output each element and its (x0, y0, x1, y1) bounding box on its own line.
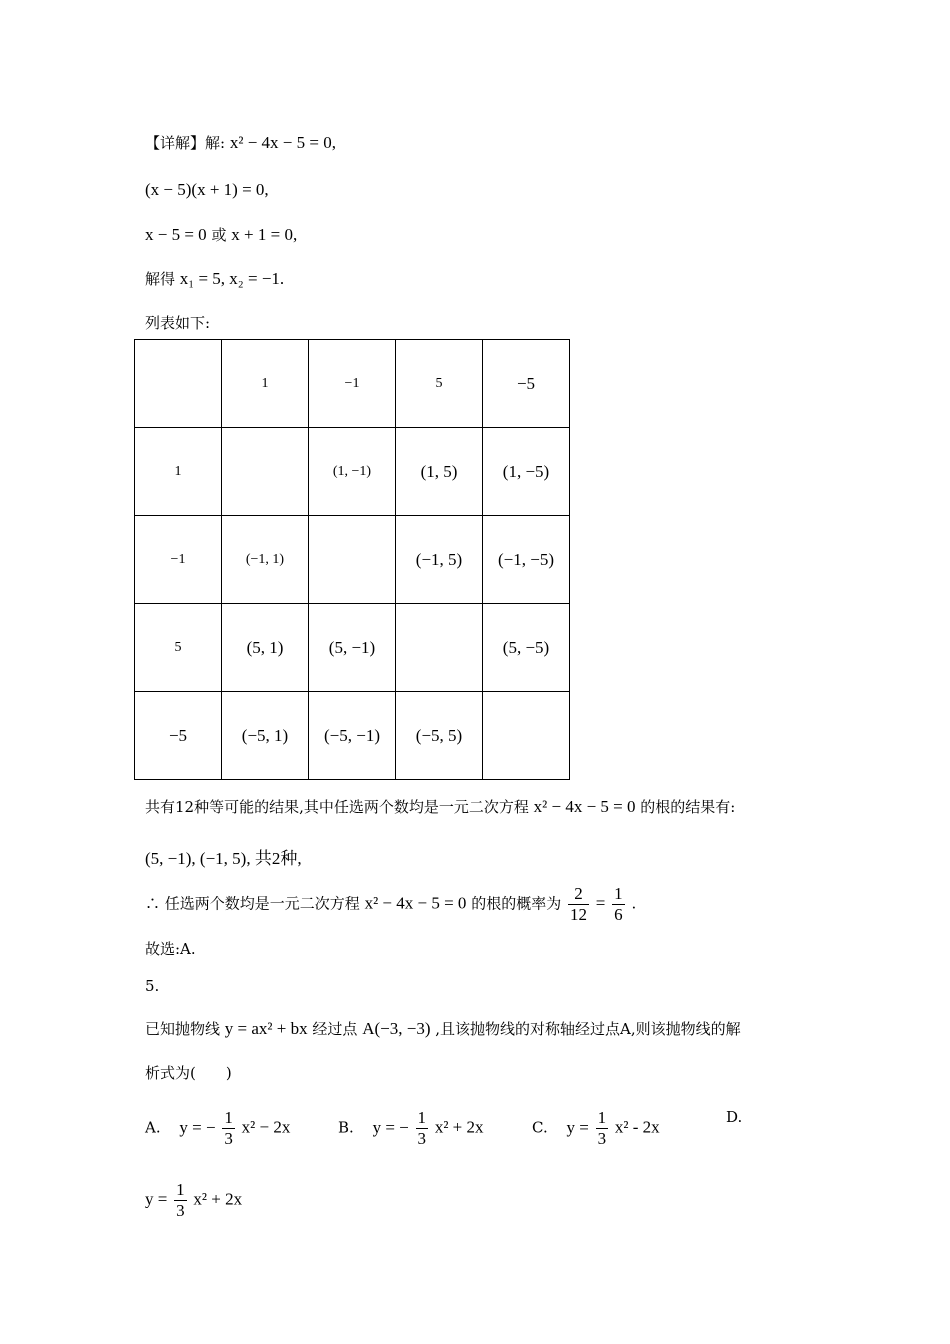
table-header-cell: −1 (309, 340, 396, 428)
table-cell: (1, −5) (483, 428, 570, 516)
answer-line: 故选:A. (145, 940, 196, 958)
or-word: 或 (211, 226, 227, 244)
table-cell: (5, −1) (309, 604, 396, 692)
equation-3-line (145, 224, 297, 245)
table-row (135, 428, 570, 516)
fraction-numerator: 1 (597, 1108, 607, 1127)
table-cell: (−1, −5) (483, 516, 570, 604)
equation-3b: x + 1 = 0, (231, 225, 298, 244)
table-cell: (−1, 5) (396, 516, 483, 604)
question-line-2: 析式为( ) (145, 1064, 232, 1082)
row-header-cell: 5 (135, 604, 222, 692)
option-c (532, 1108, 660, 1149)
table-cell: (5, −5) (483, 604, 570, 692)
option-b-fraction (416, 1108, 429, 1149)
fraction-numerator: 1 (224, 1108, 233, 1127)
table-row (135, 604, 570, 692)
option-a-label: A. (145, 1118, 161, 1137)
option-b-suffix: x² + 2x (434, 1117, 484, 1137)
option-d-prefix: y = (145, 1189, 168, 1209)
row-header-cell: 1 (135, 428, 222, 516)
fraction-2-12 (568, 884, 589, 925)
table-cell: (5, 1) (222, 604, 309, 692)
fraction-denominator: 3 (417, 1129, 427, 1148)
option-a-prefix: y = − (179, 1117, 216, 1137)
row-header-cell: −5 (135, 692, 222, 780)
table-header-cell: 5 (396, 340, 483, 428)
conclusion-line-1 (145, 796, 735, 817)
option-d-fraction (174, 1180, 187, 1221)
table-cell: (−5, −1) (309, 692, 396, 780)
fraction-numerator: 1 (614, 884, 623, 903)
option-c-fraction (596, 1108, 609, 1149)
fraction-denominator: 3 (176, 1201, 185, 1220)
table-cell: (1, 5) (396, 428, 483, 516)
table-cell (309, 516, 396, 604)
table-cell: (−5, 1) (222, 692, 309, 780)
roots-line (145, 268, 284, 289)
conclusion-line-2: (5, −1), (−1, 5), 共2种, (145, 849, 302, 868)
equation-3a: x − 5 = 0 (145, 225, 207, 244)
fraction-denominator: 3 (224, 1129, 233, 1148)
outcome-table (134, 339, 570, 780)
table-cell (396, 604, 483, 692)
probability-equation: x² − 4x − 5 = 0 (364, 893, 467, 913)
roots-values: x₁ = 5, x₂ = −1. (179, 269, 285, 288)
option-d-label: D. (726, 1108, 743, 1126)
fraction-numerator: 1 (417, 1108, 427, 1127)
option-c-prefix: y = (566, 1117, 589, 1137)
equation-2: (x − 5)(x + 1) = 0, (145, 180, 269, 199)
conclusion-equation: x² − 4x − 5 = 0 (533, 797, 636, 816)
option-a-fraction (222, 1108, 235, 1149)
conclusion-text: 共有12种等可能的结果,其中任选两个数均是一元二次方程 (145, 798, 529, 816)
question-text-a: 已知抛物线 (145, 1020, 221, 1038)
option-a-suffix: x² − 2x (241, 1117, 291, 1137)
equals-sign: = (595, 893, 606, 913)
period: . (631, 894, 637, 913)
question-text-b: 经过点 (312, 1020, 358, 1038)
table-cell: (−1, 1) (222, 516, 309, 604)
option-d-suffix: x² + 2x (193, 1189, 243, 1209)
row-header-cell: −1 (135, 516, 222, 604)
table-intro: 列表如下: (145, 314, 211, 332)
option-b-prefix: y = − (372, 1117, 409, 1137)
table-cell (222, 428, 309, 516)
roots-prefix: 解得 (145, 270, 176, 288)
probability-line (145, 884, 636, 925)
fraction-denominator: 6 (614, 905, 623, 924)
question-line-1 (145, 1018, 741, 1039)
probability-prefix: ∴ 任选两个数均是一元二次方程 (145, 894, 360, 913)
table-row (135, 516, 570, 604)
option-c-suffix: x² - 2x (614, 1117, 660, 1137)
fraction-numerator: 2 (568, 884, 589, 905)
option-b-label: B. (338, 1118, 354, 1137)
point-a: A(−3, −3) (362, 1019, 431, 1038)
table-header-cell: −5 (483, 340, 570, 428)
parabola-equation: y = ax² + bx (224, 1019, 308, 1038)
detail-line (145, 132, 336, 153)
table-row (135, 692, 570, 780)
option-b (338, 1108, 484, 1149)
option-d (145, 1180, 242, 1221)
table-header-row (135, 340, 570, 428)
option-a (145, 1108, 290, 1149)
detail-prefix: 【详解】解: (145, 134, 226, 152)
conclusion-tail: 的根的结果有: (640, 798, 736, 816)
question-number: 5. (145, 977, 160, 995)
table-cell (483, 692, 570, 780)
table-cell: (1, −1) (309, 428, 396, 516)
fraction-numerator: 1 (176, 1180, 185, 1199)
probability-mid: 的根的概率为 (471, 894, 562, 913)
fraction-denominator: 3 (597, 1129, 607, 1148)
equation-1: x² − 4x − 5 = 0, (229, 133, 336, 152)
question-text-c: ,且该抛物线的对称轴经过点A,则该抛物线的解 (435, 1020, 741, 1038)
table-header-cell (135, 340, 222, 428)
option-c-label: C. (532, 1118, 548, 1137)
fraction-denominator: 12 (570, 905, 587, 924)
table-header-cell: 1 (222, 340, 309, 428)
fraction-1-6 (612, 884, 625, 925)
table-cell: (−5, 5) (396, 692, 483, 780)
